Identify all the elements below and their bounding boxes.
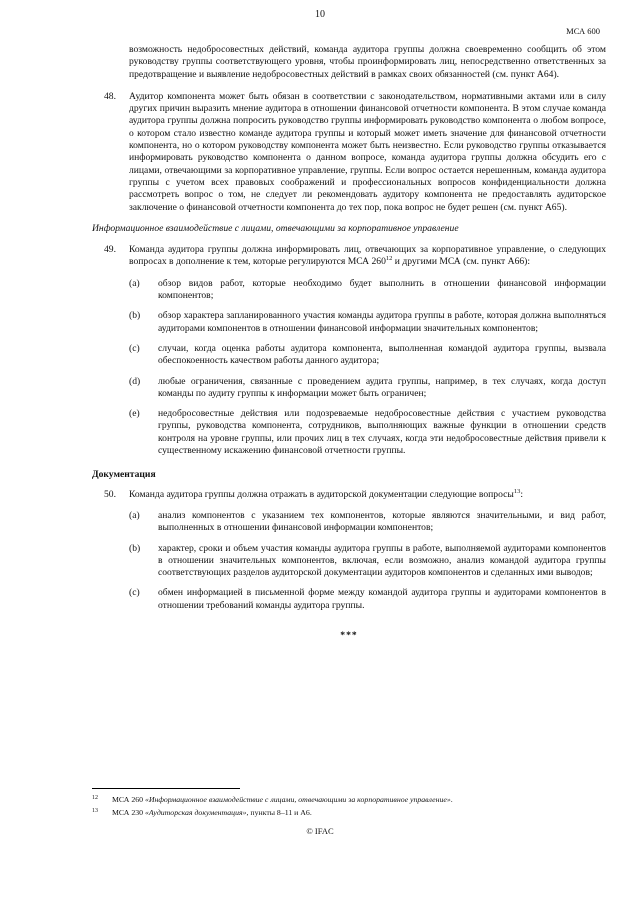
list-item-text: обзор характера запланированного участия команды аудитора группы в работе, которая должна выполняться аудиторами компонентов в отношении финансовой информации значительных компонентов; [158, 310, 606, 334]
list-item-text: обмен информацией в письменной форме между командой аудитора группы и аудиторами компонентов в отношении требований команды аудитора группы. [158, 587, 606, 611]
footnote-title: «Аудиторская документация» [144, 807, 247, 817]
list-item-text: случаи, когда оценка работы аудитора компонента, выполненная командой аудитора группы, вызвала обеспокоенность качеством работы данного аудитора; [158, 342, 606, 367]
footnote-suffix: . [450, 795, 453, 804]
list-item-label: (d) [129, 375, 141, 387]
footnote-title: «Информационное взаимодействие с лицами, отвечающими за корпоративное управление» [144, 795, 451, 804]
footnote-ref[interactable]: 13 [513, 487, 521, 495]
list-item [129, 310, 606, 335]
paragraph-number: 50. [104, 488, 116, 500]
paragraph-49-list [129, 278, 606, 458]
list-item-label: (b) [129, 542, 141, 554]
paragraph-number: 48. [104, 90, 116, 102]
paragraph-50 [92, 489, 606, 612]
list-item-label: (a) [129, 277, 140, 289]
paragraph-text-start: Команда аудитора группы должна отражать в аудиторской документации следующие вопросы [129, 488, 514, 500]
paragraph-text-end: и другими МСА (см. пункт А66): [392, 256, 531, 268]
footnote-prefix: МСА 260 [112, 795, 145, 804]
list-item-label: (e) [129, 408, 140, 420]
document-body [92, 44, 606, 642]
footnote-12 [92, 794, 606, 807]
paragraph-48 [92, 91, 606, 214]
list-item-label: (c) [129, 342, 140, 354]
paragraph-text: Аудитор компонента может быть обязан в соответствии с законодательством, нормативными актами или в силу других причин выразить мнение аудитора в отношении финансовой отчетности компонента. В этом случае команда аудитора группы должна попросить руководство группы информировать руководство компонента о любом вопросе, о котором стало известно команде аудитора группы и который может иметь значение для финансовой отчетности компонента, но о котором руководству компонента может быть неизвестно. Если руководство группы отказывается информировать руководство компонента о данном вопросе, команда аудитора группы должна обсудить его с лицами, отвечающими за корпоративное управление, группы. Если вопрос остается нерешенным, команда аудитора группы с учетом всех правовых соображений и профессиональных вопросов конфиденциальности должна рассмотреть вопрос о том, не следует ли рекомендовать аудитору компонента не предоставлять аудиторское заключение о финансовой отчетности компонента до тех пор, пока вопрос не будет решен (см. пункт А65). [129, 90, 606, 213]
list-item [129, 543, 606, 580]
footnote-number: 13 [92, 807, 98, 814]
footnote-number: 12 [92, 795, 98, 801]
subheading-governance: Информационное взаимодействие с лицами, отвечающими за корпоративное управление [92, 222, 459, 234]
page-number: 10 [315, 9, 325, 20]
list-item [129, 408, 606, 457]
paragraph-text [129, 244, 606, 269]
list-item-text: недобросовестные действия или подозреваемые недобросовестные действия с участием руководства группы, руководства компонента, сотрудников, выполняющих важные функции в отношении средств контроля на уровне группы, или прочих лиц в тех случаях, когда эти недобросовестные действия привели к существенному искажению финансовой отчетности группы. [158, 408, 606, 457]
footnote-ref[interactable]: 12 [385, 255, 393, 263]
standard-code: МСА 600 [566, 26, 600, 36]
list-item [129, 376, 606, 401]
paragraph-number: 49. [104, 244, 116, 256]
footnote-suffix: , пункты 8–11 и А6. [246, 807, 312, 817]
list-item [129, 510, 606, 535]
paragraph-text-end: : [520, 488, 524, 500]
copyright-footer: © IFAC [306, 826, 334, 836]
list-item-label: (a) [129, 509, 140, 521]
list-item [129, 343, 606, 368]
footnote-prefix: МСА 230 [112, 807, 145, 817]
list-item [129, 587, 606, 612]
list-item-label: (b) [129, 310, 141, 322]
paragraph-50-list [129, 510, 606, 612]
footnote-13 [92, 807, 606, 820]
list-item-text: анализ компонентов с указанием тех компонентов, которые являются значительными, и вид работ, выполненных в отношении финансовой информации компонентов; [158, 509, 606, 534]
list-item-text: любые ограничения, связанные с проведением аудита группы, например, в тех случаях, когда доступ команды по аудиту группы к информации может быть ограничен; [158, 375, 606, 399]
heading-documentation: Документация [92, 469, 156, 481]
list-item-text: обзор видов работ, которые необходимо будет выполнить в отношении финансовой информации компонентов; [158, 277, 606, 302]
list-item-label: (c) [129, 587, 140, 599]
continuation-paragraph: возможность недобросовестных действий, команда аудитора группы должна своевременно сообщить об этом руководству группы соответствующего уровня, чтобы проинформировать лиц, непосредственно ответственных за предотвращение и выявление недобросовестных действий в рамках своих обязанностей (см. пункт А64). [129, 44, 606, 80]
list-item [129, 278, 606, 303]
list-item-text: характер, сроки и объем участия команды аудитора группы в работе, выполняемой аудиторами компонентов в отношении значительных компонентов, включая, если возможно, анализ командой аудитора группы соответствующих разделов аудиторской документации аудиторов компонентов и сделанных ими выводов; [158, 542, 606, 579]
footnotes [92, 794, 606, 819]
section-separator: *** [340, 629, 358, 641]
paragraph-49 [92, 244, 606, 457]
paragraph-text-start: Команда аудитора группы должна информировать лиц, отвечающих за корпоративное управление, о следующих вопросах в дополнение к тем, которые регулируются МСА 260 [129, 244, 606, 268]
footnote-divider [92, 788, 240, 789]
paragraph-text [129, 489, 606, 501]
